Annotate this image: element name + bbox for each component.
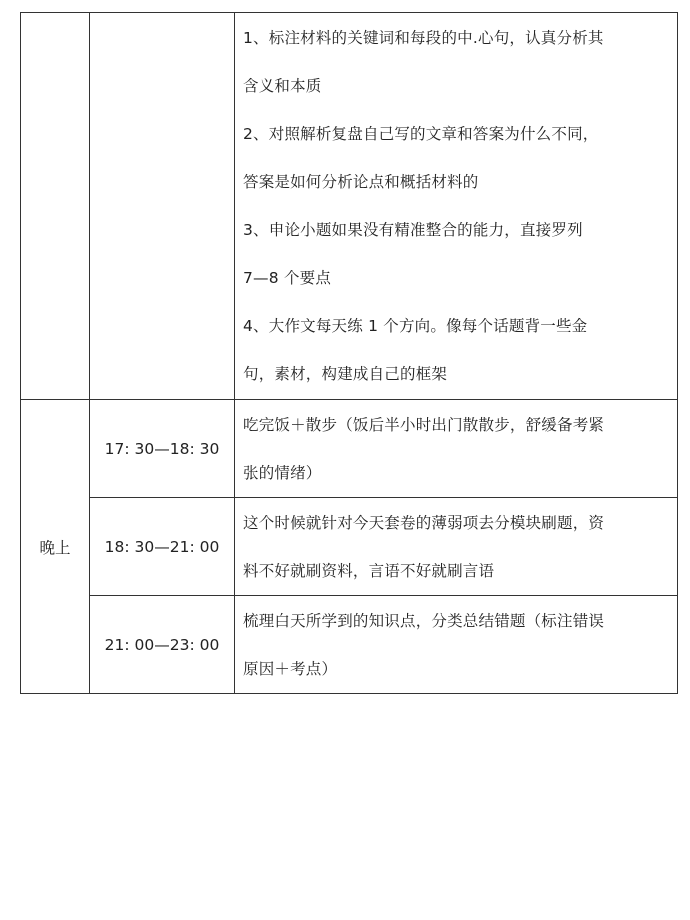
time-cell: 21: 00—23: 00: [90, 596, 235, 694]
table-row: [21, 498, 678, 596]
table-row: [21, 596, 678, 694]
task-cell: [235, 13, 678, 400]
schedule-table: [20, 12, 678, 694]
task-cell: [235, 400, 678, 498]
task-line: 含义和本质: [243, 77, 322, 95]
task-line: 2、对照解析复盘自己写的文章和答案为什么不同，: [243, 125, 599, 143]
time-cell: 17: 30—18: 30: [90, 400, 235, 498]
task-line: 梳理白天所学到的知识点，分类总结错题（标注错误: [243, 611, 605, 630]
task-line: 句，素材，构建成自己的框架: [243, 365, 448, 383]
task-line: 张的情绪）: [243, 463, 322, 482]
time-cell: 18: 30—21: 00: [90, 498, 235, 596]
task-line: 这个时候就针对今天套卷的薄弱项去分模块刷题，资: [243, 513, 605, 532]
table-row: [21, 400, 678, 498]
task-cell: [235, 498, 678, 596]
task-line: 答案是如何分析论点和概括材料的: [243, 173, 479, 191]
task-line: 1、标注材料的关键词和每段的中.心句，认真分析其: [243, 29, 604, 47]
task-line: 料不好就刷资料，言语不好就刷言语: [243, 561, 495, 580]
time-cell: [90, 13, 235, 400]
task-cell: [235, 596, 678, 694]
task-line: 7—8 个要点: [243, 269, 332, 287]
task-line: 4、大作文每天练 1 个方向。像每个话题背一些金: [243, 317, 588, 335]
table-row: [21, 13, 678, 400]
task-line: 吃完饭＋散步（饭后半小时出门散散步，舒缓备考紧: [243, 415, 605, 434]
period-cell: [21, 13, 90, 400]
task-line: 3、申论小题如果没有精准整合的能力，直接罗列: [243, 221, 583, 239]
period-cell-evening: 晚上: [21, 400, 90, 694]
task-line: 原因＋考点）: [243, 659, 338, 678]
